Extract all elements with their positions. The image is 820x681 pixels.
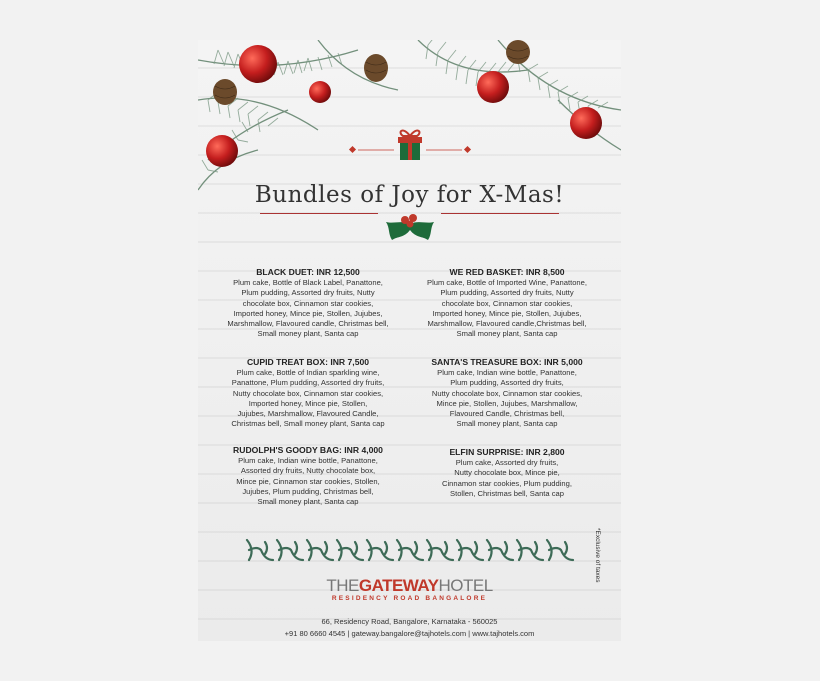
bundle-cupid-treat-box: [210, 357, 406, 430]
bundle-rudolphs-goody-bag: [210, 445, 406, 507]
bundle-name: CUPID TREAT BOX: INR 7,500: [246, 357, 370, 367]
footer-contact: +91 80 6660 4545 | gateway.bangalore@tajhotels.com | www.tajhotels.com: [284, 629, 535, 638]
bundle-elfin-surprise: [409, 447, 605, 499]
bundle-black-duet: [210, 267, 406, 340]
bundle-items: Plum cake, Indian wine bottle, Panattone, Assorted dry fruits, Nutty chocolate box, Mince pie, Cinnamon star cookies, Stollen, Jujubes, Plum pudding, Christmas bell, Small money plant, Santa cap: [236, 456, 380, 507]
tax-note: *Exclusive of taxes: [594, 528, 601, 583]
bundle-items: Plum cake, Bottle of Indian sparkling wine, Panattone, Plum pudding, Assorted dry fruits, Nutty chocolate box, Cinnamon star cookies, Imported honey, Mince pie, Stollen, Jujubes, Marshmallow, Flavoured Candle, Christmas bell, Small money plant, Santa cap: [231, 368, 385, 429]
footer-address: 66, Residency Road, Bangalore, Karnataka - 560025: [321, 617, 498, 626]
bundle-name: SANTA'S TREASURE BOX: INR 5,000: [431, 357, 583, 367]
ornament-icon: [206, 135, 238, 167]
page-title: Bundles of Joy for X-Mas!: [254, 182, 565, 208]
bundle-we-red-basket: [409, 267, 605, 340]
footer: [198, 616, 621, 640]
bundle-name: RUDOLPH'S GOODY BAG: INR 4,000: [233, 445, 383, 455]
ornament-icon: [477, 71, 509, 103]
hotel-logo: [198, 576, 621, 602]
gift-flourish: [348, 144, 472, 156]
bundle-name: ELFIN SURPRISE: INR 2,800: [449, 447, 565, 457]
flyer: [198, 40, 621, 641]
ornament-icon: [570, 107, 602, 139]
pinecone-icon: [213, 79, 237, 105]
title-underline-left: [260, 213, 378, 214]
pinecone-icon: [364, 54, 388, 82]
bundle-items: Plum cake, Assorted dry fruits, Nutty chocolate box, Mince pie, Cinnamon star cookies, Plum pudding, Stollen, Christmas bell, Santa cap: [441, 458, 572, 498]
logo-subtitle: RESIDENCY ROAD BANGALORE: [331, 595, 488, 602]
bundle-santas-treasure-box: [409, 357, 605, 430]
bundle-name: WE RED BASKET: INR 8,500: [449, 267, 565, 277]
reindeer-pattern-icon: [243, 534, 577, 566]
ornament-icon: [309, 81, 331, 103]
title-underline-right: [441, 213, 559, 214]
logo-part-hotel: HOTEL: [438, 576, 493, 595]
bundle-items: Plum cake, Bottle of Imported Wine, Panattone, Plum pudding, Assorted dry fruits, Nutty chocolate box, Cinnamon star cookies, Imported honey, Mince pie, Stollen, Jujubes, Marshmallow, Flavoured candle,Christmas bell, Small money plant, Santa cap: [427, 278, 587, 339]
holly-icon: [384, 210, 436, 248]
bundle-items: Plum cake, Indian wine bottle, Panattone, Plum pudding, Assorted dry fruits, Nutty chocolate box, Cinnamon star cookies, Mince pie, Stollen, Jujubes, Marshmallow, Flavoured Candle, Christmas bell, Small money plant, Santa cap: [431, 368, 583, 429]
ornament-icon: [239, 45, 277, 83]
logo-part-the: THE: [326, 576, 359, 595]
pinecone-icon: [506, 40, 530, 64]
bundle-items: Plum cake, Bottle of Black Label, Panattone, Plum pudding, Assorted dry fruits, Nutty chocolate box, Cinnamon star cookies, Imported honey, Mince pie, Stollen, Jujubes, Marshmallow, Flavoured candle, Christmas bell, Small money plant, Santa cap: [227, 278, 389, 339]
logo-part-gateway: GATEWAY: [358, 576, 439, 595]
bundle-name: BLACK DUET: INR 12,500: [256, 267, 360, 277]
